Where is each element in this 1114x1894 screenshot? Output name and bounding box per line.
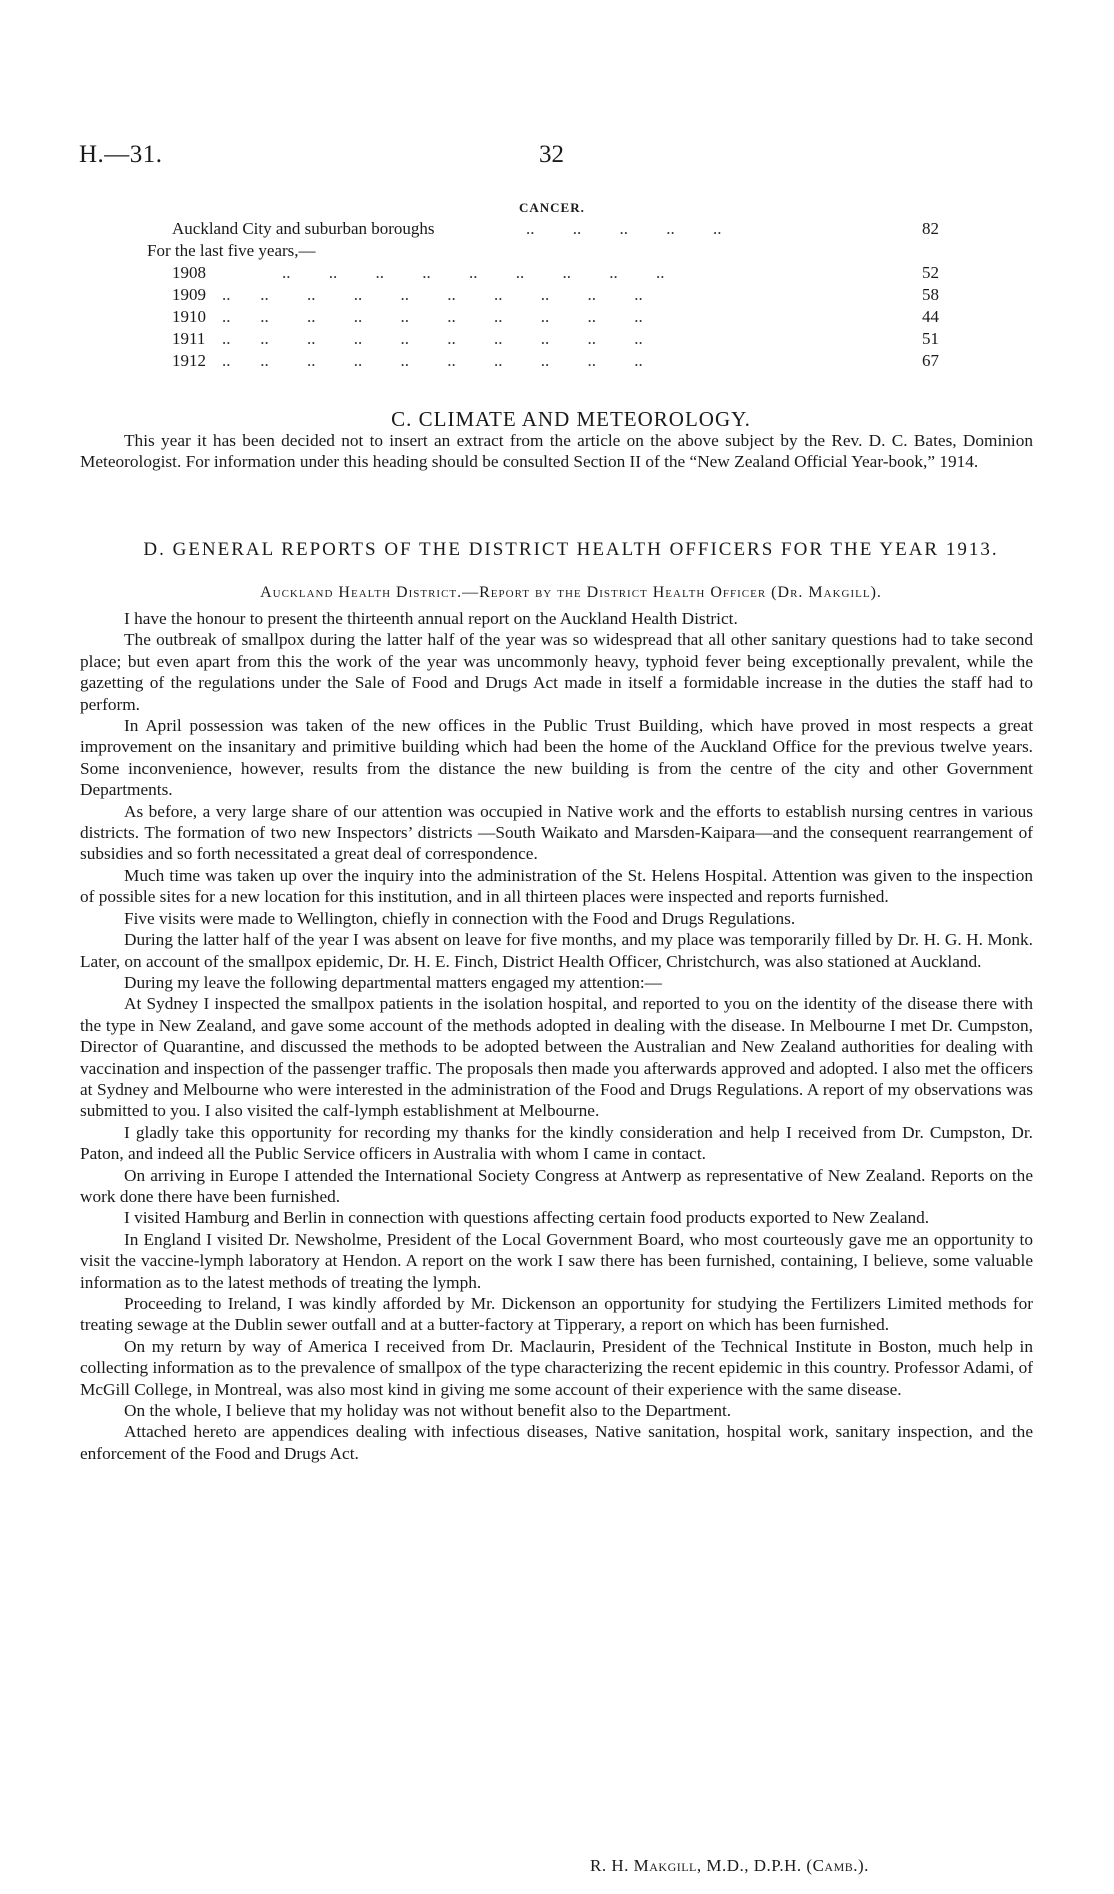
row-value: 44 xyxy=(922,307,939,326)
row-label: 1911 xyxy=(172,329,206,348)
paragraph: Proceeding to Ireland, I was kindly afforded by Mr. Dickenson an opportunity for studying the Fertilizers Limited methods for treating sewage at the Dublin sewer outfall and at a butter-factory at Tipperary, a report on which has been furnished. xyxy=(80,1294,1033,1335)
paragraph: In England I visited Dr. Newsholme, President of the Local Government Board, who most courteously gave me an opportunity to visit the vaccine-lymph laboratory at Hendon. A report on the work I saw there has been furnished, containing, I believe, some valuable information as to the latest methods of treating the lymph. xyxy=(80,1229,1033,1292)
paragraph: On my return by way of America I received from Dr. Maclaurin, President of the Technical Institute in Boston, much help in collecting information as to the prevalence of smallpox of the type characterizing the recent epidemic in this country. Professor Adami, of McGill College, in Montreal, was also most kind in giving me some account of their experience with the same disease. xyxy=(80,1336,1033,1399)
paragraph: I have the honour to present the thirteenth annual report on the Auckland Health District. xyxy=(124,609,738,628)
row-value: 82 xyxy=(922,219,939,238)
table-row xyxy=(0,240,1114,262)
section-d-title: D. GENERAL REPORTS OF THE DISTRICT HEALTH OFFICERS FOR THE YEAR 1913. xyxy=(143,539,999,560)
paragraph: On the whole, I believe that my holiday was not without benefit also to the Department. xyxy=(124,1401,732,1421)
leader-dots: .. .. .. .. .. .. .. .. .. .. xyxy=(222,351,643,370)
section-c-body xyxy=(80,430,1033,473)
paragraph: I gladly take this opportunity for recording my thanks for the kindly consideration and help I received from Dr. Cumpston, Dr. Paton, and indeed all the Public Service officers in Australia with whom I came in contact. xyxy=(80,1122,1033,1164)
table-row xyxy=(0,284,1114,306)
row-label: For the last five years,— xyxy=(147,241,316,260)
leader-dots: .. .. .. .. .. .. .. .. .. .. xyxy=(222,329,643,348)
paragraph: Much time was taken up over the inquiry into the administration of the St. Helens Hospital. Attention was given to the inspection of possible sites for a new location for this institution, and in all thirteen places were inspected and reports furnished. xyxy=(80,865,1033,907)
row-value: 67 xyxy=(922,351,939,370)
row-label: 1910 xyxy=(172,307,206,326)
paragraph: During the latter half of the year I was absent on leave for five months, and my place was temporarily filled by Dr. H. G. H. Monk. Later, on account of the smallpox epidemic, Dr. H. E. Finch, District Health Officer, Christchurch, was also stationed at Auckland. xyxy=(80,930,1033,971)
paragraph: Five visits were made to Wellington, chiefly in connection with the Food and Drugs Regulations. xyxy=(124,908,796,928)
paragraph: On arriving in Europe I attended the International Society Congress at Antwerp as representative of New Zealand. Reports on the work done there have been furnished. xyxy=(80,1165,1033,1206)
row-value: 52 xyxy=(922,263,939,282)
row-label: Auckland City and suburban boroughs xyxy=(172,219,435,238)
table-row xyxy=(0,262,1114,284)
row-label: 1909 xyxy=(172,285,206,304)
paragraph: During my leave the following departmental matters engaged my attention:— xyxy=(124,972,662,992)
row-value: 58 xyxy=(922,285,939,304)
paragraph: Attached hereto are appendices dealing with infectious diseases, Native sanitation, hospital work, sanitary inspection, and the enforcement of the Food and Drugs Act. xyxy=(80,1422,1033,1463)
report-body xyxy=(80,608,1033,1464)
section-d-subtitle: Auckland Health District.—Report by the District Health Officer (Dr. Makgill). xyxy=(260,584,882,601)
cancer-table-title: CANCER. xyxy=(519,200,585,215)
paragraph: The outbreak of smallpox during the latter half of the year was so widespread that all other sanitary questions had to take second place; but even apart from this the work of the year was uncommonly heavy, typhoid fever being exceptionally prevalent, while the gazetting of the regulations under the Sale of Food and Drugs Act made in itself a formidable increase in the duties the staff had to perform. xyxy=(80,630,1033,714)
table-row xyxy=(0,328,1114,350)
row-label: 1908 xyxy=(172,263,206,282)
paragraph: I visited Hamburg and Berlin in connection with questions affecting certain food products exported to New Zealand. xyxy=(124,1208,930,1228)
leader-dots: .. .. .. .. .. xyxy=(526,219,722,238)
document-code: H.—31. xyxy=(79,141,163,168)
section-c-title: C. CLIMATE AND METEOROLOGY. xyxy=(391,407,751,431)
row-value: 51 xyxy=(922,329,939,348)
leader-dots: .. .. .. .. .. .. .. .. .. xyxy=(282,263,665,282)
table-row xyxy=(0,306,1114,328)
paragraph: At Sydney I inspected the smallpox patients in the isolation hospital, and reported to you on the identity of the disease there with the type in New Zealand, and gave some account of the methods adopted in dealing with the disease. In Melbourne I met Dr. Cumpston, Director of Quarantine, and discussed the methods to be adopted between the Australian and New Zealand authorities for dealing with vaccination and inspection of the passenger traffic. The proposals then made you afterwards approved and adopted. I also met the officers at Sydney and Melbourne who were interested in the administration of the Food and Drugs Regulations. A report of my observations was submitted to you. I also visited the calf-lymph establishment at Melbourne. xyxy=(80,994,1033,1121)
page-number: 32 xyxy=(539,141,564,168)
paragraph: In April possession was taken of the new offices in the Public Trust Building, which have proved in most respects a great improvement on the insanitary and primitive building which had been the home of the Auckland Office for the previous twelve years. Some inconvenience, however, results from the distance the new building is from the centre of the city and other Government Departments. xyxy=(80,716,1033,800)
paragraph: As before, a very large share of our attention was occupied in Native work and the efforts to establish nursing centres in various districts. The formation of two new Inspectors’ districts —South Waikato and Marsden-Kaipara—and the consequent rearrangement of subsidies and so forth necessitated a great deal of correspondence. xyxy=(80,801,1033,864)
table-row xyxy=(0,350,1114,372)
signature: R. H. Makgill, M.D., D.P.H. (Camb.). xyxy=(590,1856,869,1875)
table-row xyxy=(0,218,1114,240)
row-label: 1912 xyxy=(172,351,206,370)
leader-dots: .. .. .. .. .. .. .. .. .. .. xyxy=(222,307,643,326)
leader-dots: .. .. .. .. .. .. .. .. .. .. xyxy=(222,285,643,304)
paragraph: This year it has been decided not to insert an extract from the article on the above subject by the Rev. D. C. Bates, Dominion Meteorologist. For information under this heading should be consulted Section II of the “New Zealand Official Year-book,” 1914. xyxy=(80,431,1033,472)
